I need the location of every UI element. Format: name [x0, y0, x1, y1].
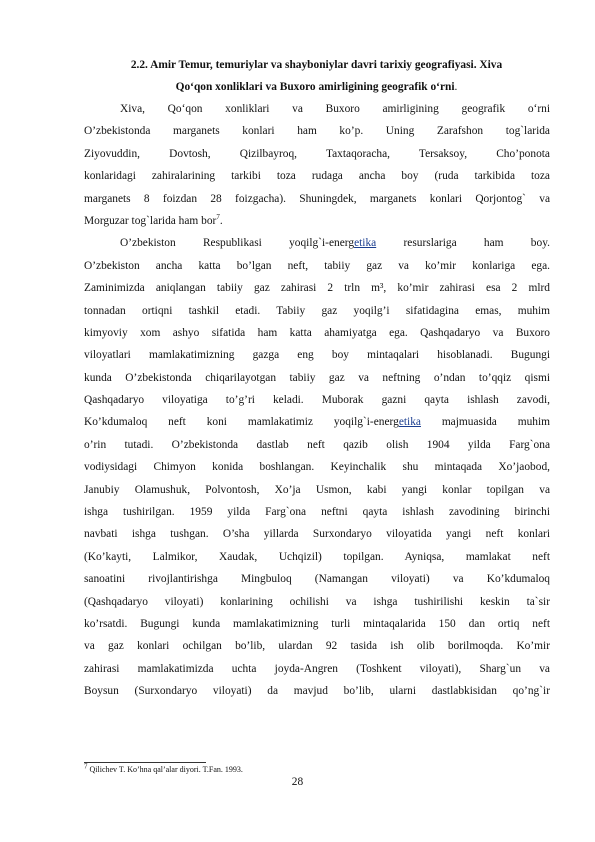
paragraph2-line: (Qashqadaryo viloyati) konlarining ochilishi va ishga tushirilishi keskin ta`sir — [84, 595, 550, 608]
paragraph1-line: konlaridagi zahiralarining tarkibi toza rudaga ancha boy (ruda tarkibida toza — [84, 170, 550, 183]
paragraph1-last-suffix: . — [219, 214, 223, 227]
paragraph2-line: Boysun (Surxondaryo viloyati) da mavjud bo’lib, ularni dastlabkisidan qo’ng`ir — [84, 685, 550, 698]
footnote-divider — [84, 762, 206, 763]
heading-line-2-text: Qo‘qon xonliklari va Buxoro amirligining geografik o‘rni — [175, 81, 455, 93]
paragraph2-line: viloyatlari mamlakatimizning gazga eng boy mintaqalari hisoblanadi. Bugungi — [84, 349, 550, 362]
body-text — [84, 98, 550, 703]
paragraph2-line: sanoatini rivojlantirishga Mingbuloq (Namangan viloyati) va Ko’kdumaloq — [84, 573, 550, 586]
heading-line-2 — [84, 76, 549, 98]
energetika-link[interactable]: etika — [354, 237, 377, 250]
paragraph2-link-line — [84, 411, 550, 433]
paragraph2-line: (Ko’kayti, Lalmikor, Xaudak, Uchqizil) topilgan. Ayniqsa, mamlakat neft — [84, 550, 550, 563]
paragraph2-text: resurslariga ham boy. — [376, 237, 551, 250]
paragraph2-text: Ko’kdumaloq neft koni mamlakatimiz yoqilg`i-energ — [84, 416, 399, 429]
paragraph2-line: vodiysidagi Chimyon konida boshlangan. Keyinchalik shu mintaqada Xo’jaobod, — [84, 461, 550, 474]
section-heading — [84, 54, 549, 98]
paragraph2-line: tonnadan ortiqni tashkil etadi. Tabiiy gaz yoqilg’i sifatidagina emas, muhim — [84, 304, 550, 317]
footnote-text: Qilichev T. Ko’hna qal’alar diyori. T.Fan. 1993. — [87, 765, 243, 774]
paragraph2-line: Zaminimizda aniqlangan tabiiy gaz zahirasi 2 trln m³, ko’mir zahirasi esa 2 mlrd — [84, 282, 550, 295]
footnote-number: 7 — [84, 762, 88, 771]
footnote — [84, 762, 243, 775]
heading-line-2-suffix: . — [454, 81, 458, 93]
paragraph2-line: o’rin tutadi. O’zbekistonda dastlab neft qazib olish 1904 yilda Farg`ona — [84, 438, 550, 451]
paragraph2-line: navbati ishga tushgan. O’sha yillarda Surxondaryo viloyatida yangi neft konlari — [84, 528, 550, 541]
paragraph1-line: marganets 8 foizdan 28 foizgacha). Shuningdek, marganets konlari Qorjontog` va — [84, 192, 550, 205]
footnote-reference[interactable]: 7 — [216, 213, 220, 222]
paragraph2-text: O’zbekiston Respublikasi yoqilg`i-energ — [120, 237, 355, 250]
paragraph2-line: ko’rsatdi. Bugungi kunda mamlakatimizning turli mintaqalarida 150 dan ortiq neft — [84, 617, 550, 630]
paragraph1-last-text: Morguzar tog`larida ham bor — [84, 214, 217, 227]
paragraph1-last-line — [84, 210, 550, 232]
paragraph2-line: va gaz konlari ochilgan bo’lib, ulardan 92 tasida ish olib borilmoqda. Ko’mir — [84, 640, 550, 653]
paragraph2-text: majmuasida muhim — [420, 416, 551, 429]
paragraph2-line: ishga tushirilgan. 1959 yilda Farg`ona neftni qayta ishlash zavodining birinchi — [84, 506, 550, 519]
paragraph2-line: kunda O’zbekistonda chiqarilayotgan tabiiy gaz va neftning o’ndan to’qqiz qismi — [84, 371, 550, 384]
paragraph1-line: Ziyovuddin, Dovtosh, Qizilbayroq, Taxtaqoracha, Tersaksoy, Cho’ponota — [84, 147, 550, 160]
paragraph2-line: Qashqadaryo viloyatiga to’g’ri keladi. Muborak gazni qayta ishlash zavodi, — [84, 394, 550, 407]
paragraph2-line: Janubiy Olamushuk, Polvontosh, Xo’ja Usmon, kabi yangi konlar topilgan va — [84, 483, 550, 496]
paragraph2-line: kimyoviy xom ashyo sifatida ham katta ahamiyatga ega. Qashqadaryo va Buxoro — [84, 326, 550, 339]
paragraph2-line: zahirasi mamlakatimizda uchta joyda-Angren (Toshkent viloyati), Sharg`un va — [84, 662, 550, 675]
paragraph2-first-line — [84, 232, 550, 254]
paragraph1-line: Xiva, Qo‘qon xonliklari va Buxoro amirligining geografik o‘rni — [120, 103, 550, 115]
energetika-link[interactable]: etika — [398, 416, 421, 429]
paragraph1-line: O’zbekistonda marganets konlari ham ko’p. Uning Zarafshon tog`larida — [84, 125, 550, 138]
page-number: 28 — [291, 776, 304, 788]
paragraph2-line: O’zbekiston ancha katta bo’lgan neft, tabiiy gaz va ko’mir konlariga ega. — [84, 259, 550, 272]
heading-line-1: 2.2. Amir Temur, temuriylar va shayboniylar davri tarixiy geografiyasi. Xiva — [130, 59, 503, 71]
